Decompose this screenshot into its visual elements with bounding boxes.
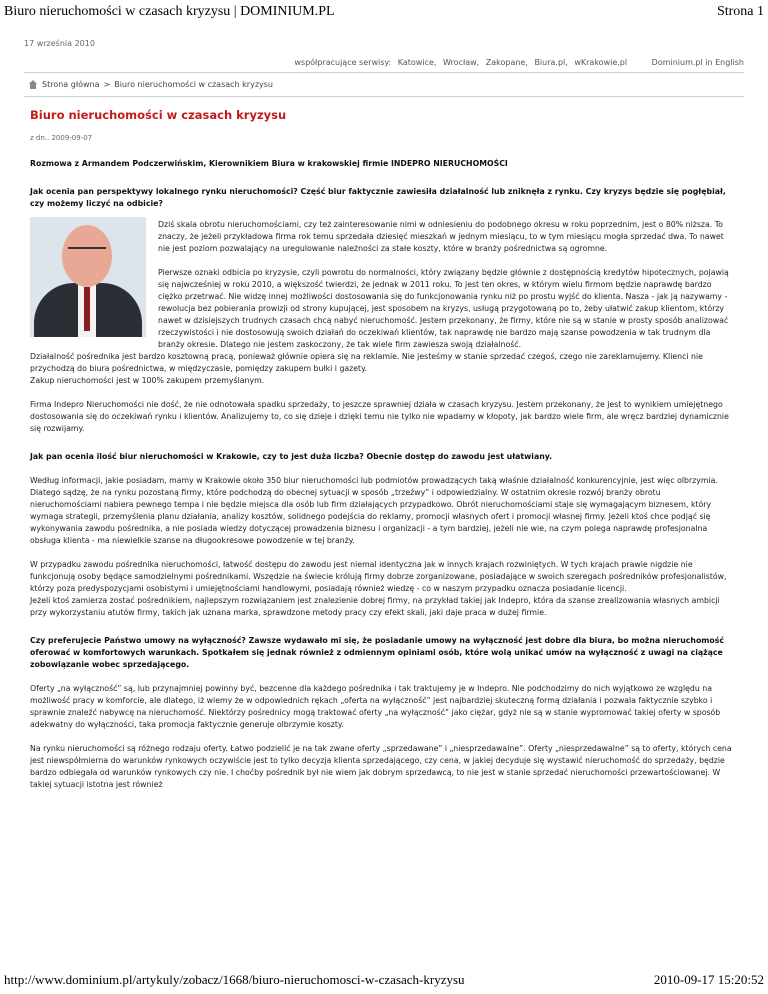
print-title: Biuro nieruchomości w czasach kryzysu | DOMINIUM.PL <box>4 4 335 19</box>
link-wroclaw[interactable]: Wrocław, <box>442 58 480 67</box>
question-1: Jak ocenia pan perspektywy lokalnego rynku nieruchomości? Część biur faktycznie zawiesiła działalność lub zniknęła z rynku. Czy kryzys będzie się pogłębiał, czy możemy liczyć na odbicie? <box>30 187 726 208</box>
article-title: Biuro nieruchomości w czasach kryzysu <box>30 108 287 122</box>
home-icon[interactable] <box>28 80 38 89</box>
answer-1-paragraph-2c: Zakup nieruchomości jest w 100% zakupem przemyślanym. <box>30 376 265 385</box>
print-page-number: Strona 1 <box>716 4 764 19</box>
link-biura[interactable]: Biura.pl, <box>534 58 568 67</box>
answer-2-paragraph-1: Według informacji, jakie posiadam, mamy w Krakowie około 350 biur nieruchomości lub podmiotów prowadzących taką właśnie działalność konkurencyjnie, jest więc olbrzymia. Dlatego sądzę, że na rynku pozostaną firmy, które podchodzą do obecnej sytuacji w sposób „trzeźwy” i odpowiedzialny. W ostatnim okresie rozwój branży obrotu nieruchomościami nabiera pewnego tempa i nie będzie miejsca dla osób lub firm działających przypadkowo. Obrót nieruchomościami staje się wymagającym biznesem, który wymaga strategii, przemyślenia planu działania, analizy kosztów, solidnego podejścia do reklamy, promocji własnych ofert i promocji własnej firmy. Jeżeli ktoś chce podjąć się wykonywania zawodu pośrednika, a nie posiada wiedzy dotyczącej prowadzenia biznesu i organizacji - a tym bardziej, jeżeli nie wie, na czym polega naprawdę profesjonalna obsługa klienta - ma niewielkie szanse na długookresowe powodzenie w tej branży. <box>30 476 718 545</box>
question-3: Czy preferujecie Państwo umowy na wyłączność? Zawsze wydawało mi się, że posiadanie umowy na wyłączność jest dobre dla biura, bo można nieruchomość oferować w komfortowych warunkach. Spotkałem się jednak również z odmiennym opiniami osób, które wolą unikać umów na wyłączność z uwagi na ciążące zobowiązanie wobec sprzedającego. <box>30 636 725 669</box>
answer-2-paragraph-2b: Jeżeli ktoś zamierza zostać pośrednikiem, najlepszym rozwiązaniem jest znalezienie dobrej firmy, na przykład takiej jak Indepro, która da szanse zrealizowania własnych ambicji przy wykorzystaniu atutów firmy, takich jak uznana marka, sprawdzone metody pracy czy efekt skali, jaki daje praca w dużej firmie. <box>30 596 720 617</box>
answer-1-paragraph-2: Pierwsze oznaki odbicia po kryzysie, czyli powrotu do normalności, który związany będzie głównie z dostępnością kredytów hipotecznych, pojawią się najwcześniej w roku 2010, a większość twierdzi, że jednak w 2011 roku. To jest ten okres, w którym wielu firmom będzie naprawdę bardzo ciężko przetrwać. Nie widzę innej możliwości dostosowania się do funkcjonowania rynku niż po prostu wyjść do klienta. Nasza - jak ją nazywamy - rewolucja bez pobierania prowizji od strony kupującej, jest sposobem na kryzys, usługą przygotowaną po to, żeby ułatwić zakup klientom, którzy nawet w dzisiejszych trudnych czasach chcą nabyć nieruchomość. Jestem przekonany, że firmy, które nie są w stanie w prosty sposób analizować rzeczywistości i nie dostosowują swoich działań do oczekiwań klientów, tak naprawdę nie bardzo mają szanse powodzenia w tak trudnym dla branży okresie. Dlatego nie jestem zaskoczony, że tak wiele firm zawiesza swoją działalność. <box>158 268 729 349</box>
print-url: http://www.dominium.pl/artykuly/zobacz/1668/biuro-nieruchomosci-w-czasach-kryzysu <box>4 972 465 987</box>
question-2: Jak pan ocenia ilość biur nieruchomości w Krakowie, czy to jest duża liczba? Obecnie dostęp do zawodu jest ułatwiany. <box>30 452 553 461</box>
breadcrumb-separator: > <box>103 80 111 89</box>
print-datetime: 2010-09-17 15:20:52 <box>653 972 764 987</box>
print-footer <box>4 972 764 988</box>
article-lead: Rozmowa z Armandem Podczerwińskim, Kierownikiem Biura w krakowskiej firmie INDEPRO NIERUCHOMOŚCI <box>30 159 508 168</box>
answer-3-paragraph-2: Na rynku nieruchomości są różnego rodzaju oferty. Łatwo podzielić je na tak zwane oferty „sprzedawane” i „niesprzedawalne”. Oferty „niesprzedawalne” są to oferty, których cena jest niewspółmierna do warunków rynkowych oczywiście jest to tylko decyzja klienta sprzedającego, czy cena, w jakiej decyduje się wystawić nieruchomość do sprzedaży, będzie bardzo odbiegała od warunków rynkowych czy nie. I choćby pośrednik był nie wiem jak dobrym sprzedawcą, to nie jest w stanie sprzedać nieruchomości przewartościowanej. W takiej sytuacji istotna jest również <box>30 744 732 789</box>
divider <box>24 72 744 73</box>
breadcrumb <box>28 80 273 89</box>
answer-2-paragraph-2: W przypadku zawodu pośrednika nieruchomości, łatwość dostępu do zawodu jest niemal identyczna jak w innych krajach rozwiniętych. W tych krajach prawie nigdzie nie funkcjonują osoby będące samodzielnymi pośrednikami. Wszędzie na świecie królują firmy dobrze zorganizowane, posiadające w swoich szeregach pośredników profesjonalistów, którzy poza predyspozycjami osobistymi i umiejętnościami handlowymi, posiadają również wiedzę - co w naszym przypadku oznacza posiadanie licencji. <box>30 560 727 593</box>
partner-label: współpracujące serwisy: <box>294 58 392 67</box>
breadcrumb-home[interactable]: Strona główna <box>42 80 100 89</box>
link-katowice[interactable]: Katowice, <box>397 58 437 67</box>
breadcrumb-current: Biuro nieruchomości w czasach kryzysu <box>114 80 273 89</box>
interviewee-photo <box>30 217 146 337</box>
link-english[interactable]: Dominium.pl in English <box>651 58 744 67</box>
answer-1-paragraph-2b: Działalność pośrednika jest bardzo kosztowną pracą, ponieważ głównie opiera się na reklamie. Nie jesteśmy w stanie sprzedać czegoś, czego nie zareklamujemy. Klienci nie przychodzą do biura pośrednictwa, w międzyczasie, pomiędzy zakupem bułki i gazety. <box>30 352 703 373</box>
article-date: z dn.. 2009-09-07 <box>30 134 93 142</box>
answer-1-paragraph-1: Dziś skala obrotu nieruchomościami, czy też zainteresowanie nimi w odniesieniu do podobnego okresu w roku poprzednim, jest o 80% niższa. To znaczy, że jeżeli przykładowa firma rok temu sprzedała dziesięć mieszkań w jednym miesiącu, to w tym miesiącu mogła sprzedać dwa. To nawet nie jest poziom pozwalający na uregulowanie należności za stałe koszty, które w branży pośrednictwa są ogromne. <box>158 220 724 253</box>
print-header <box>4 4 764 22</box>
link-zakopane[interactable]: Zakopane, <box>485 58 528 67</box>
answer-3-paragraph-1: Oferty „na wyłączność” są, lub przynajmniej powinny być, bezcenne dla każdego pośrednika i tak traktujemy je w Indepro. Nie podchodzimy do nich wyjątkowo ze względu na możliwość pracy w komforcie, ale dlatego, iż wiemy że w odpowiednich rękach „oferta na wyłączność” jest najbardziej skuteczną formą działania i pozwala faktycznie szybko i sprawnie znaleźć nabywcę na nieruchomość. Niektórzy pośrednicy mogą traktować oferty „na wyłączność” jako ciężar, gdyż nie są w stanie wypromować takiej oferty w sposób adekwatny do wyłączności, taka promocja faktycznie generuje olbrzymie koszty. <box>30 684 721 729</box>
site-date: 17 września 2010 <box>24 39 95 48</box>
answer-1-paragraph-3: Firma Indepro Nieruchomości nie dość, że nie odnotowała spadku sprzedaży, to jeszcze sprawniej działa w czasach kryzysu. Jestem przekonany, że jest to wynikiem umiejętnego dostosowania się do oczekiwań rynku i klientów. Analizujemy to, co się dzieje i dzięki temu nie tylko nie wpadamy w kłopoty, jak bardzo wiele firm, ale wręcz bardziej dynamicznie się rozwijamy. <box>30 400 729 433</box>
top-links <box>290 58 744 67</box>
link-wkrakowie[interactable]: wKrakowie.pl <box>574 58 628 67</box>
article <box>30 108 734 791</box>
divider <box>24 96 744 97</box>
